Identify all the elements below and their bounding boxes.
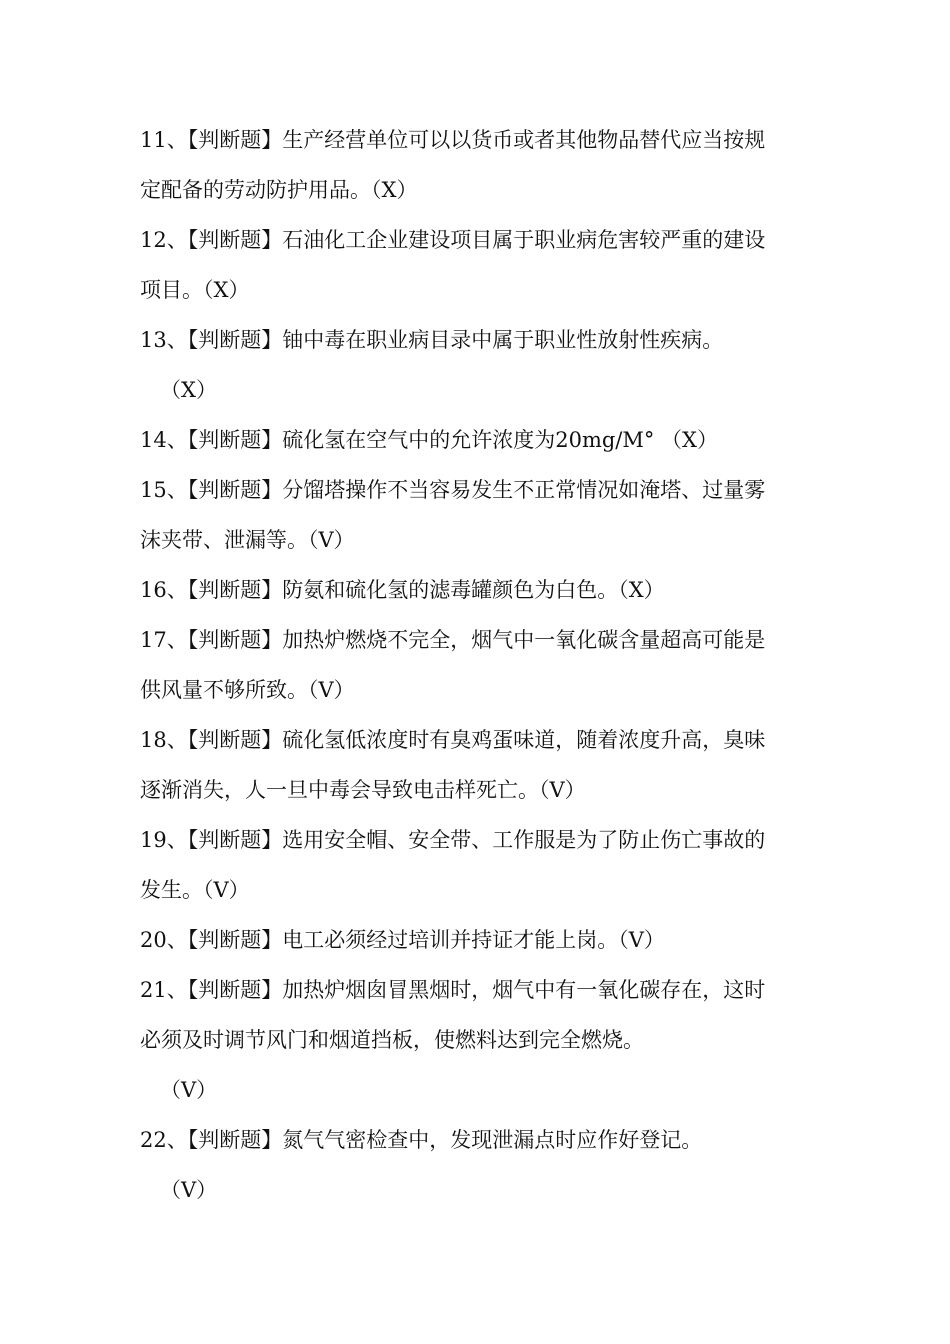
question-19-line-2: 发生。（V）	[140, 878, 250, 902]
question-18-line-1: 18、【判断题】硫化氢低浓度时有臭鸡蛋味道，随着浓度升高，臭味	[140, 728, 766, 752]
question-13-answer: （X）	[160, 378, 217, 402]
question-22-answer: （V）	[160, 1178, 218, 1202]
question-17-line-1: 17、【判断题】加热炉燃烧不完全，烟气中一氧化碳含量超高可能是	[140, 628, 766, 652]
question-21-line-2: 必须及时调节风门和烟道挡板，使燃料达到完全燃烧。	[140, 1028, 644, 1052]
question-17-line-2: 供风量不够所致。（V）	[140, 678, 355, 702]
question-21-answer: （V）	[160, 1078, 218, 1102]
question-19-line-1: 19、【判断题】选用安全帽、安全带、工作服是为了防止伤亡事故的	[140, 828, 766, 852]
question-11-line-1: 11、【判断题】生产经营单位可以以货币或者其他物品替代应当按规	[140, 128, 766, 152]
question-11-line-2: 定配备的劳动防护用品。（X）	[140, 178, 418, 202]
question-16-line-1: 16、【判断题】防氨和硫化氢的滤毒罐颜色为白色。（X）	[140, 578, 665, 602]
question-15-line-1: 15、【判断题】分馏塔操作不当容易发生不正常情况如淹塔、过量雾	[140, 478, 766, 502]
question-12-line-2: 项目。（X）	[140, 278, 250, 302]
question-15-line-2: 沫夹带、泄漏等。（V）	[140, 528, 355, 552]
question-13-line-1: 13、【判断题】铀中毒在职业病目录中属于职业性放射性疾病。	[140, 328, 724, 352]
question-20-line-1: 20、【判断题】电工必须经过培训并持证才能上岗。（V）	[140, 928, 665, 952]
question-18-line-2: 逐渐消失，人一旦中毒会导致电击样死亡。（V）	[140, 778, 586, 802]
question-21-line-1: 21、【判断题】加热炉烟囱冒黑烟时，烟气中有一氧化碳存在，这时	[140, 978, 766, 1002]
question-12-line-1: 12、【判断题】石油化工企业建设项目属于职业病危害较严重的建设	[140, 228, 766, 252]
question-22-line-1: 22、【判断题】氮气气密检查中，发现泄漏点时应作好登记。	[140, 1128, 703, 1152]
question-14-line-1: 14、【判断题】硫化氢在空气中的允许浓度为20mg/M° （X）	[140, 428, 719, 452]
